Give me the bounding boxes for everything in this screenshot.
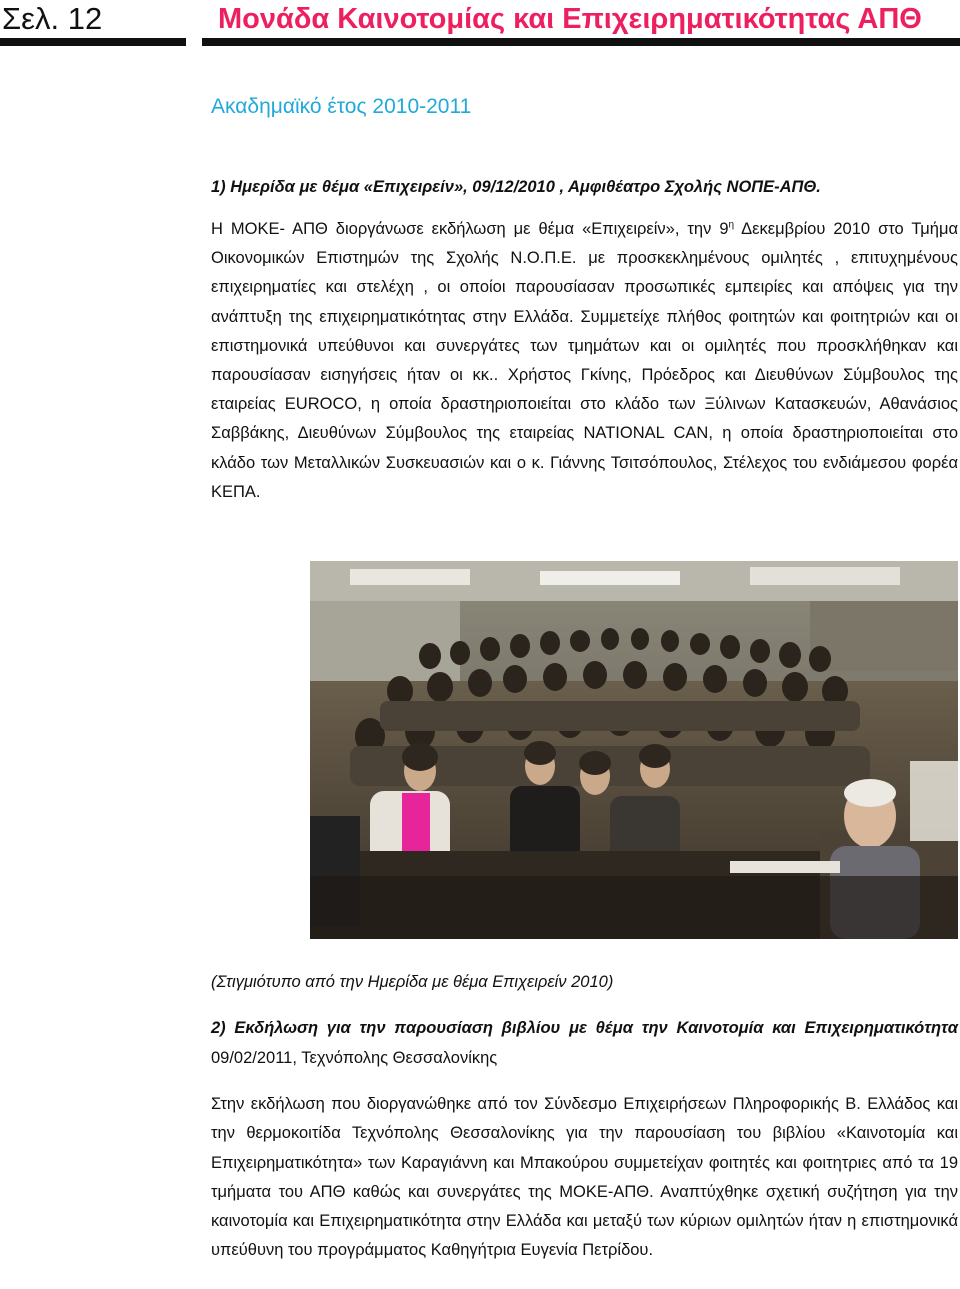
page-header xyxy=(0,0,960,48)
event1-superscript: η xyxy=(728,219,735,231)
academic-year-heading: Ακαδημαϊκό έτος 2010-2011 xyxy=(211,95,472,118)
page-number: Σελ. 12 xyxy=(2,1,103,36)
event1-paragraph xyxy=(211,215,958,507)
event1-heading: 1) Ημερίδα με θέμα «Επιχειρείν», 09/12/2010 , Αμφιθέατρο Σχολής ΝΟΠΕ-ΑΠΘ. xyxy=(211,178,821,196)
event-photo xyxy=(310,561,958,939)
event1-text-part1: Η ΜΟΚΕ- ΑΠΘ διοργάνωσε εκδήλωση με θέμα «Επιχειρείν», την 9 xyxy=(211,220,729,238)
event2-heading-bold: 2) Εκδήλωση για την παρουσίαση βιβλίου με θέμα την Καινοτομία και Επιχειρηματικότητα xyxy=(211,1019,958,1037)
event1-text-part2: Δεκεμβρίου 2010 στο Τμήμα Οικονομικών Επιστημών της Σχολής Ν.Ο.Π.Ε. με προσκεκλημένους ομιλητές , επιτυχημένους επιχειρηματίες και στελέχη , οι οποίοι παρουσίασαν προσωπικές εμπειρίες και απόψεις για την ανάπτυξη της επιχειρηματικότητας στην Ελλάδα. Συμμετείχε πλήθος φοιτητών και φοιτητριών και οι επιστημονικά υπεύθυνοι και συνεργάτες των τμημάτων και οι ομιλητές που προσκλήθηκαν και παρουσίασαν εισηγήσεις ήταν οι κκ.. Χρήστος Γκίνης, Πρόεδρος και Διευθύνων Σύμβουλος της εταιρείας EUROCO, η οποία δραστηριοποιείται στο κλάδο των Ξύλινων Κατασκευών, Αθανάσιος Σαββάκης, Διευθύνων Σύμβουλος της εταιρείας NATIONAL CAN, η οποία δραστηριοποιείται στο κλάδο των Μεταλλικών Συσκευασιών και ο κ. Γιάννης Τσιτσόπουλος, Στέλεχος του ενδιάμεσου φορέα ΚΕΠΑ. xyxy=(211,220,958,501)
event2-paragraph: Στην εκδήλωση που διοργανώθηκε από τον Σύνδεσμο Επιχειρήσεων Πληροφορικής Β. Ελλάδος και την θερμοκοιτίδα Τεχνόπολης Θεσσαλονίκης για την παρουσίαση του βιβλίου «Καινοτομία και Επιχειρηματικότητα» των Καραγιάννη και Μπακούρου συμμετείχαν φοιτητές και φοιτητριες από τα 19 τμήματα του ΑΠΘ καθώς και συνεργάτες της ΜΟΚΕ-ΑΠΘ. Αναπτύχθηκε σχετική συζήτηση για την καινοτομία και Επιχειρηματικότητα στην Ελλάδα και μεταξύ των κύριων ομιλητών ήταν η επιστημονικά υπεύθυνη του προγράμματος Καθηγήτρια Ευγενία Πετρίδου. xyxy=(211,1095,958,1260)
header-title: Μονάδα Καινοτομίας και Επιχειρηματικότητας ΑΠΘ xyxy=(218,3,922,35)
photo-caption: (Στιγμιότυπο από την Ημερίδα με θέμα Επιχειρείν 2010) xyxy=(211,973,614,991)
event2-heading-rest: 09/02/2011, Τεχνόπολης Θεσσαλονίκης xyxy=(211,1048,498,1067)
header-rule-right xyxy=(202,38,960,46)
header-rule-left xyxy=(0,38,186,46)
event2-heading xyxy=(211,1014,958,1073)
audience-photo-illustration xyxy=(310,561,958,939)
